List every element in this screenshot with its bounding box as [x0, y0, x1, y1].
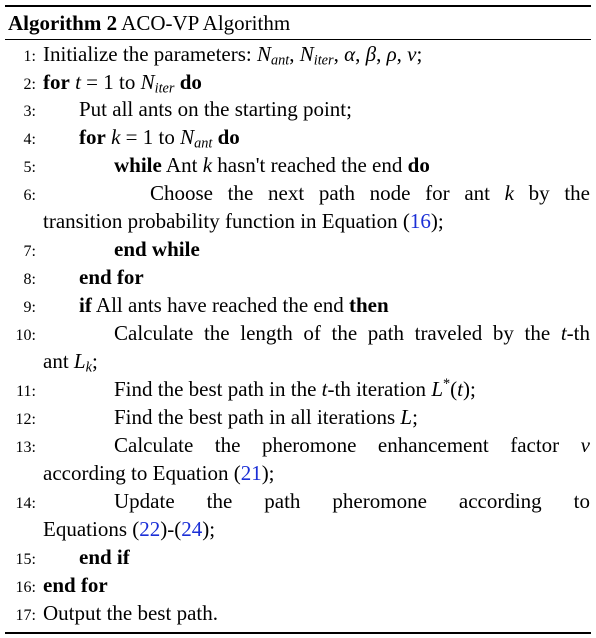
algorithm-line-5: while Ant k hasn't reached the end do: [114, 153, 430, 177]
algorithm-line-8: end for: [79, 265, 144, 289]
algorithm-title: [8, 8, 290, 38]
line-number: 6:: [23, 187, 36, 204]
algorithm-line-3: Put all ants on the starting point;: [79, 97, 352, 121]
algorithm-line-16: end for: [43, 573, 108, 597]
equation-16-link[interactable]: 16: [409, 209, 431, 233]
equation-24-link[interactable]: 24: [181, 517, 203, 541]
line-number: 9:: [23, 299, 36, 316]
algorithm-line-2: for t = 1 to $N_{iter}$ do: [43, 70, 202, 97]
line-number: 1:: [23, 48, 36, 65]
algorithm-line-9: if All ants have reached the end then: [79, 293, 389, 317]
algorithm-label: Algorithm 2: [8, 11, 118, 35]
algorithm-line-12: Find the best path in all iterations L;: [114, 405, 418, 429]
algorithm-line-6-cont: transition probability function in Equation (16);: [43, 209, 444, 233]
algorithm-name: ACO-VP Algorithm: [121, 11, 291, 35]
title-rule: [5, 39, 591, 40]
algorithm-line-13: Calculate the pheromone enhancement factor ν: [114, 433, 590, 457]
line-number: 12:: [15, 411, 36, 428]
algorithm-line-15: end if: [79, 545, 130, 569]
algorithm-line-14-cont: Equations (22)-(24);: [43, 517, 216, 541]
line-number: 2:: [23, 76, 36, 93]
line-number: 17:: [15, 607, 36, 624]
line-number: 7:: [23, 243, 36, 260]
line-number: 13:: [15, 439, 36, 456]
algorithm-line-7: end while: [114, 237, 200, 261]
algorithm-line-11: Find the best path in the t-th iteration L*(t);: [114, 376, 476, 401]
algorithm-line-14: Update the path pheromone according to: [114, 489, 590, 513]
line-number: 14:: [15, 495, 36, 512]
line-number: 15:: [15, 551, 36, 568]
algorithm-line-10: Calculate the length of the path traveled by the t-th: [114, 321, 590, 345]
line-number: 3:: [23, 103, 36, 120]
algorithm-line-17: Output the best path.: [43, 601, 218, 625]
line-number: 16:: [15, 579, 36, 596]
line-number: 4:: [23, 131, 36, 148]
equation-21-link[interactable]: 21: [240, 461, 262, 485]
equation-22-link[interactable]: 22: [139, 517, 161, 541]
line-number: 8:: [23, 271, 36, 288]
algorithm-line-4: for k = 1 to $N_{ant}$ do: [79, 125, 240, 152]
top-rule: [5, 5, 591, 7]
algorithm-line-6: Choose the next path node for ant k by the: [150, 181, 590, 205]
line-number: 10:: [15, 327, 36, 344]
line-number: 5:: [23, 159, 36, 176]
algorithm-line-13-cont: according to Equation (21);: [43, 461, 275, 485]
algorithm-line-10-cont: ant $L_k$;: [43, 349, 98, 376]
bottom-rule: [5, 632, 591, 634]
algorithm-line-1: Initialize the parameters: $N_{ant}$, $N_{iter}$, α, β, ρ, ν;: [43, 42, 423, 69]
line-number: 11:: [16, 383, 36, 400]
